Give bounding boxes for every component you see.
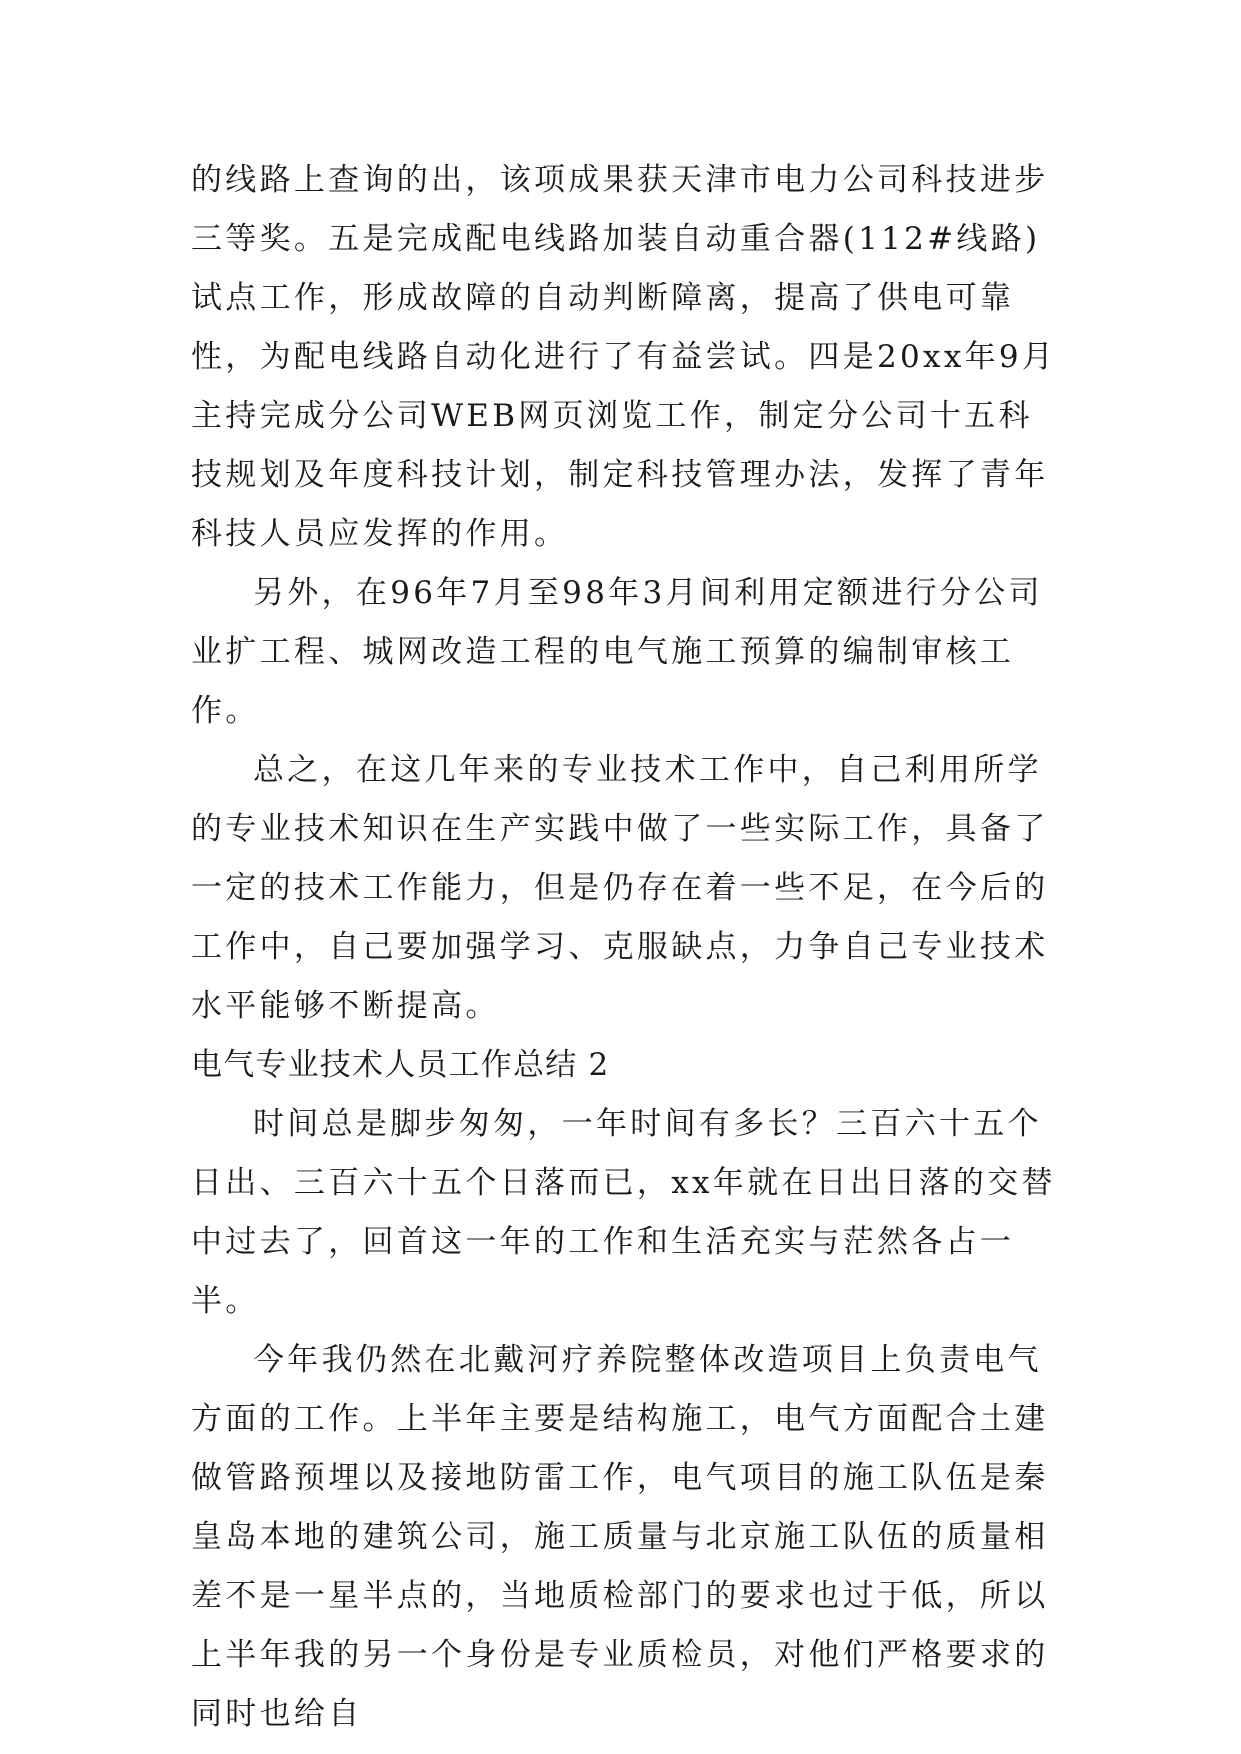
section-heading: 电气专业技术人员工作总结 2 xyxy=(191,1047,610,1083)
paragraph: 另外，在96年7月至98年3月间利用定额进行分公司业扩工程、城网改造工程的电气施工预算的编制审核工作。 xyxy=(191,575,1043,729)
document-body xyxy=(191,151,1061,1744)
paragraph: 今年我仍然在北戴河疗养院整体改造项目上负责电气方面的工作。上半年主要是结构施工，电气方面配合土建做管路预埋以及接地防雷工作，电气项目的施工队伍是秦皇岛本地的建筑公司，施工质量与北京施工队伍的质量相差不是一星半点的，当地质检部门的要求也过于低，所以上半年我的另一个身份是专业质检员，对他们严格要求的同时也给自 xyxy=(191,1342,1049,1732)
paragraph: 时间总是脚步匆匆，一年时间有多长？三百六十五个日出、三百六十五个日落而已，xx年就在日出日落的交替中过去了，回首这一年的工作和生活充实与茫然各占一半。 xyxy=(191,1106,1056,1319)
paragraph-continued: 的线路上查询的出，该项成果获天津市电力公司科技进步三等奖。五是完成配电线路加装自动重合器(112#线路)试点工作，形成故障的自动判断障离，提高了供电可靠性，为配电线路自动化进行了有益尝试。四是20xx年9月主持完成分公司WEB网页浏览工作，制定分公司十五科技规划及年度科技计划，制定科技管理办法，发挥了青年科技人员应发挥的作用。 xyxy=(191,162,1057,552)
paragraph: 总之，在这几年来的专业技术工作中，自己利用所学的专业技术知识在生产实践中做了一些实际工作，具备了一定的技术工作能力，但是仍存在着一些不足，在今后的工作中，自己要加强学习、克服缺点，力争自己专业技术水平能够不断提高。 xyxy=(191,752,1049,1024)
